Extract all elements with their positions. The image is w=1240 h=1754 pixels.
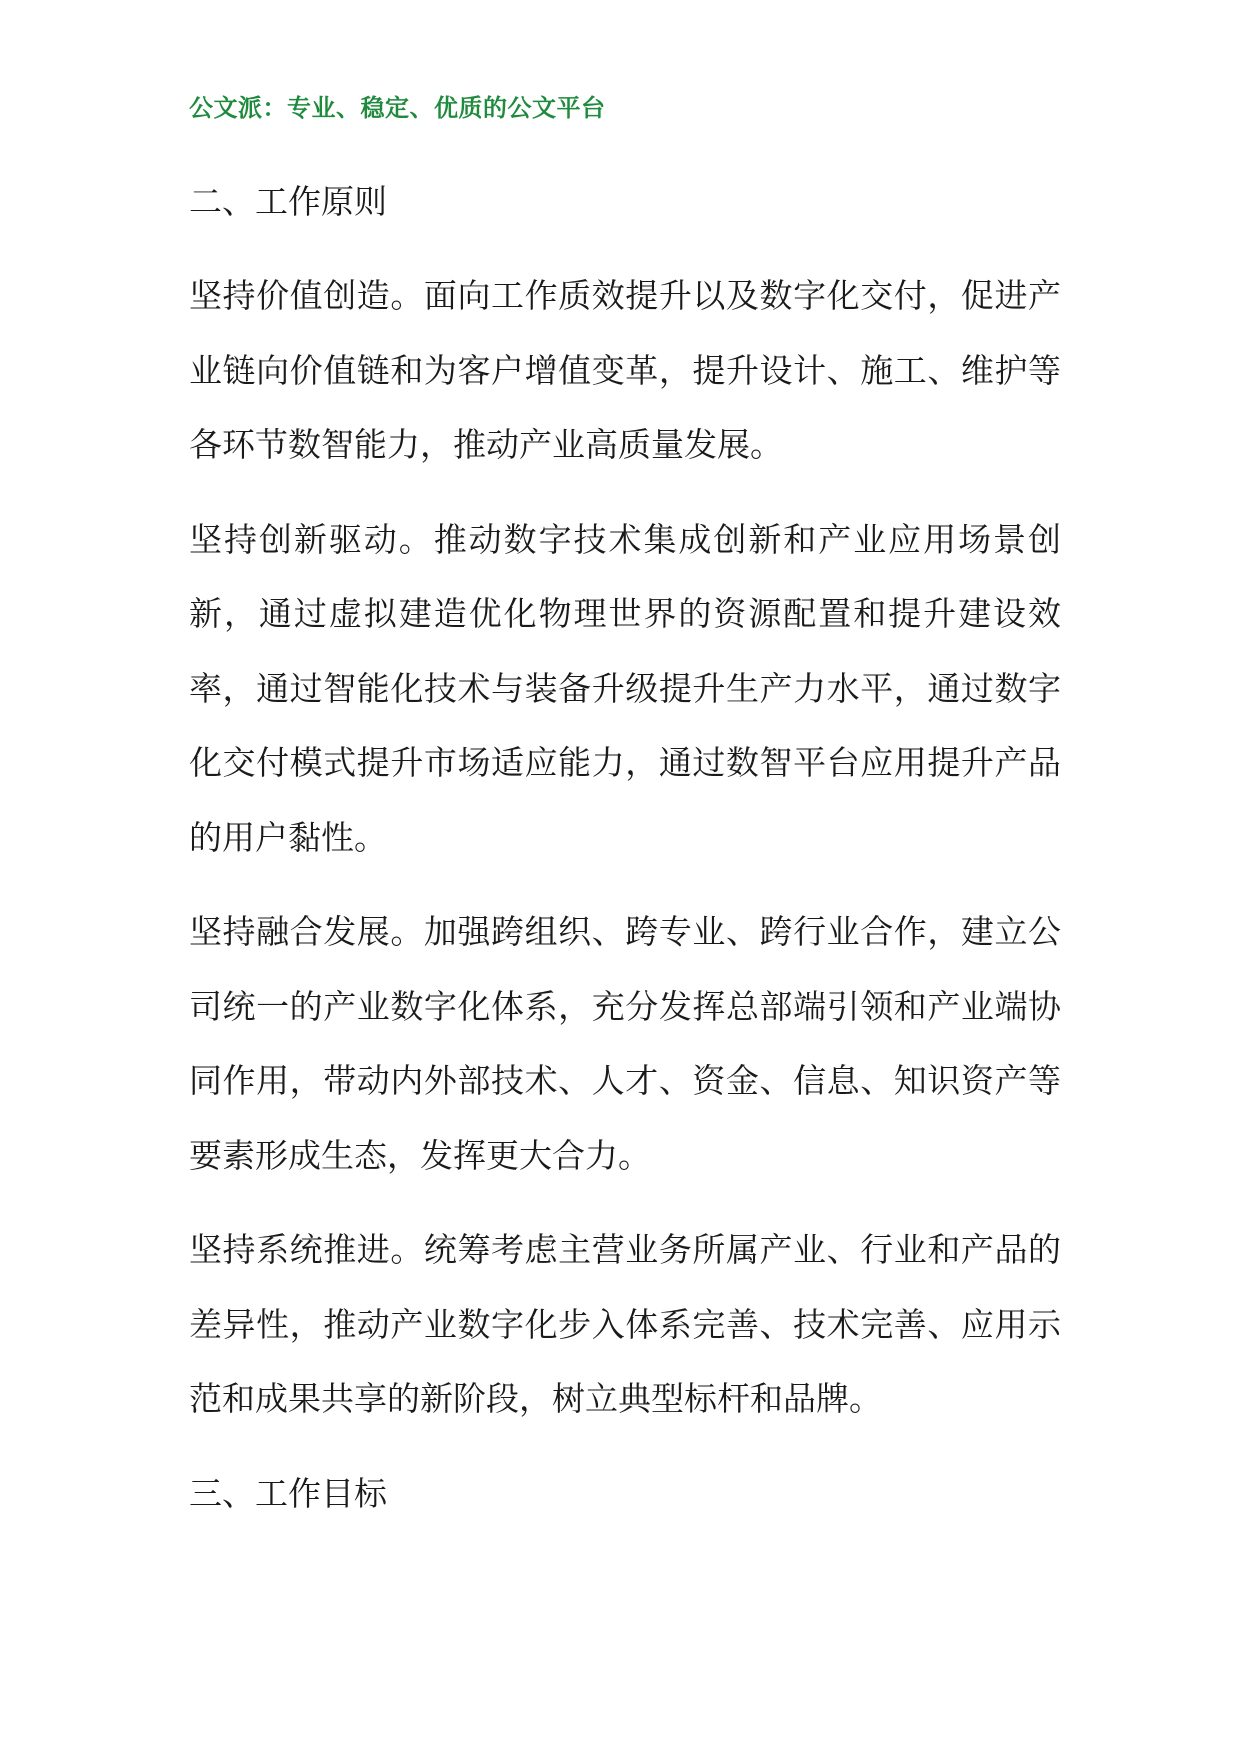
paragraph-integrated-development: 坚持融合发展。加强跨组织、跨专业、跨行业合作，建立公司统一的产业数字化体系，充分发挥总部端引领和产业端协同作用，带动内外部技术、人才、资金、信息、知识资产等要素形成生态，发挥更大合力。	[189, 912, 1061, 1175]
site-header-banner: 公文派：专业、稳定、优质的公文平台	[189, 94, 606, 122]
document-body	[189, 165, 1061, 1551]
paragraph-innovation-driven: 坚持创新驱动。推动数字技术集成创新和产业应用场景创新，通过虚拟建造优化物理世界的资源配置和提升建设效率，通过智能化技术与装备升级提升生产力水平，通过数字化交付模式提升市场适应能力，通过数智平台应用提升产品的用户黏性。	[189, 519, 1061, 857]
section-heading-goals: 三、工作目标	[189, 1473, 387, 1513]
paragraph-value-creation: 坚持价值创造。面向工作质效提升以及数字化交付，促进产业链向价值链和为客户增值变革，提升设计、施工、维护等各环节数智能力，推动产业高质量发展。	[189, 276, 1061, 464]
paragraph-systematic-advance: 坚持系统推进。统筹考虑主营业务所属产业、行业和产品的差异性，推动产业数字化步入体系完善、技术完善、应用示范和成果共享的新阶段，树立典型标杆和品牌。	[189, 1230, 1061, 1418]
section-heading-principles: 二、工作原则	[189, 182, 387, 221]
